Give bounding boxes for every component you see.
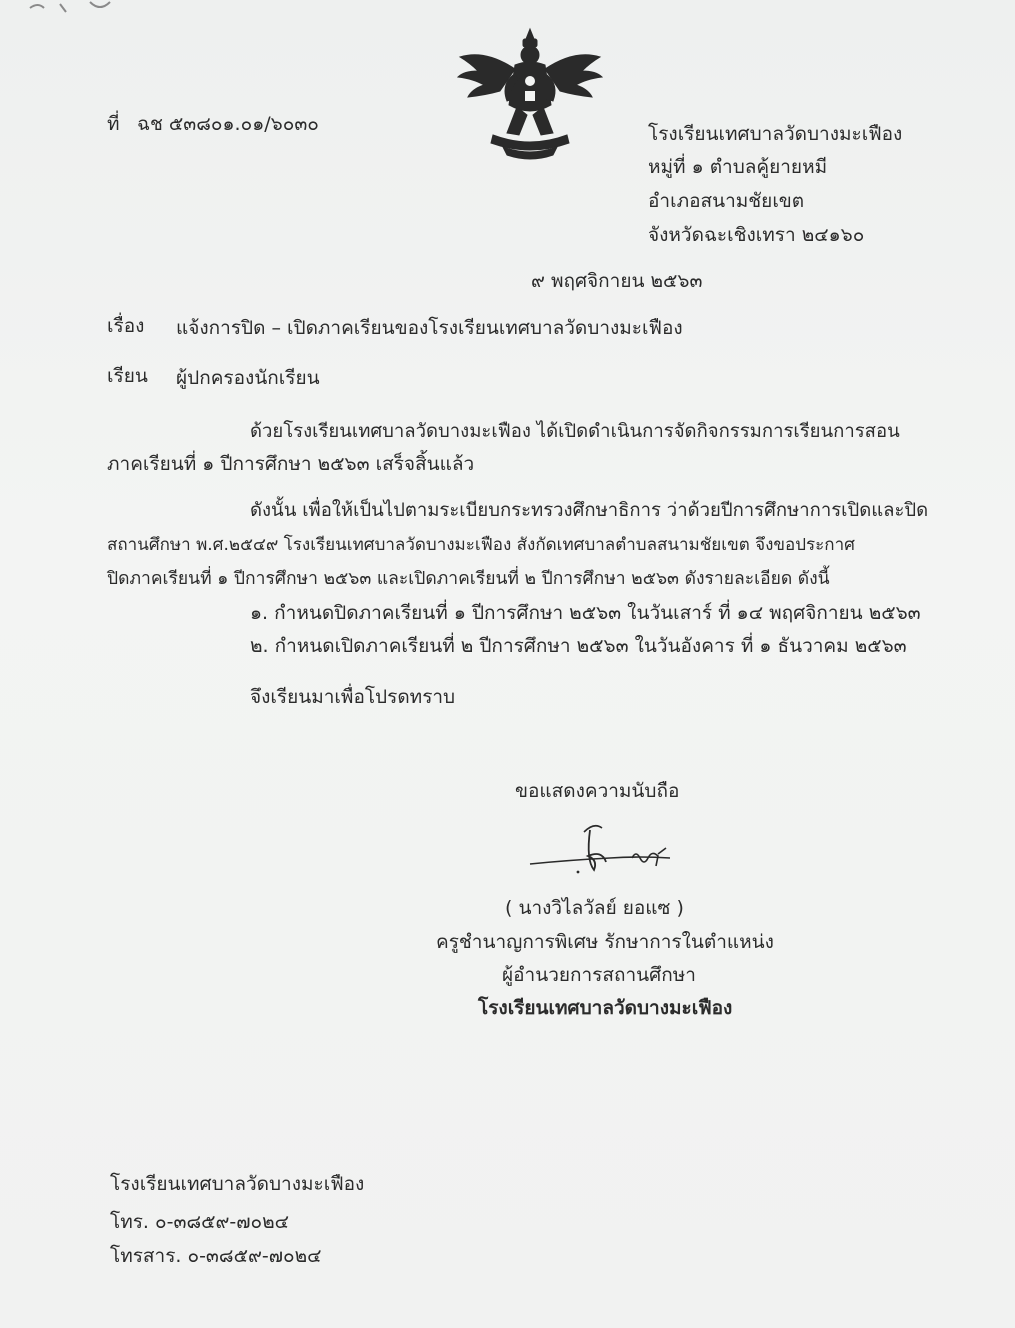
body-item-2: ๒. กำหนดเปิดภาคเรียนที่ ๒ ปีการศึกษา ๒๕๖๓ ในวันอังคาร ที่ ๑ ธันวาคม ๒๕๖๓ bbox=[250, 635, 907, 657]
sender-address-line3: จังหวัดฉะเชิงเทรา ๒๔๑๖๐ bbox=[648, 224, 865, 246]
signer-school: โรงเรียนเทศบาลวัดบางมะเฟือง bbox=[478, 997, 733, 1019]
signer-position-2: ผู้อำนวยการสถานศึกษา bbox=[502, 964, 696, 986]
sender-address-line2: อำเภอสนามชัยเขต bbox=[648, 190, 805, 212]
recipient-text: ผู้ปกครองนักเรียน bbox=[176, 367, 320, 389]
body-closing-line: จึงเรียนมาเพื่อโปรดทราบ bbox=[250, 686, 456, 708]
sender-address-line1: หมู่ที่ ๑ ตำบลคู้ยายหมี bbox=[648, 156, 828, 178]
garuda-emblem bbox=[455, 25, 605, 165]
reference-number: ฉช ๕๓๘๐๑.๐๑/๖๐๓๐ bbox=[137, 113, 319, 135]
body-para2-line2: สถานศึกษา พ.ศ.๒๕๔๙ โรงเรียนเทศบาลวัดบางมะเฟือง สังกัดเทศบาลตำบลสนามชัยเขต จึงขอประกาศ bbox=[107, 535, 855, 555]
sender-name: โรงเรียนเทศบาลวัดบางมะเฟือง bbox=[648, 123, 903, 145]
subject-label: เรื่อง bbox=[107, 315, 145, 337]
handwritten-signature bbox=[520, 820, 700, 880]
body-para1-line1: ด้วยโรงเรียนเทศบาลวัดบางมะเฟือง ได้เปิดดำเนินการจัดกิจกรรมการเรียนการสอน bbox=[250, 421, 900, 442]
signer-name: ( นางวิไลวัลย์ ยอแซ ) bbox=[505, 897, 684, 919]
reference-label: ที่ bbox=[107, 113, 120, 135]
letter-date: ๙ พฤศจิกายน ๒๕๖๓ bbox=[531, 270, 703, 292]
handwritten-corner-mark bbox=[0, 0, 140, 14]
footer-fax: โทรสาร. ๐-๓๘๕๙-๗๐๒๔ bbox=[110, 1245, 322, 1267]
body-item-1: ๑. กำหนดปิดภาคเรียนที่ ๑ ปีการศึกษา ๒๕๖๓ ในวันเสาร์ ที่ ๑๔ พฤศจิกายน ๒๕๖๓ bbox=[250, 602, 921, 624]
footer-school: โรงเรียนเทศบาลวัดบางมะเฟือง bbox=[110, 1173, 365, 1195]
footer-phone: โทร. ๐-๓๘๕๙-๗๐๒๔ bbox=[110, 1211, 290, 1233]
body-para2-line3: ปิดภาคเรียนที่ ๑ ปีการศึกษา ๒๕๖๓ และเปิดภาคเรียนที่ ๒ ปีการศึกษา ๒๕๖๓ ดังรายละเอียด ดังนี้ bbox=[107, 569, 830, 589]
salutation: ขอแสดงความนับถือ bbox=[515, 780, 680, 802]
signer-position-1: ครูชำนาญการพิเศษ รักษาการในตำแหน่ง bbox=[436, 931, 774, 953]
recipient-label: เรียน bbox=[107, 365, 148, 387]
subject-text: แจ้งการปิด – เปิดภาคเรียนของโรงเรียนเทศบาลวัดบางมะเฟือง bbox=[176, 317, 683, 339]
body-para2-line1: ดังนั้น เพื่อให้เป็นไปตามระเบียบกระทรวงศึกษาธิการ ว่าด้วยปีการศึกษาการเปิดและปิด bbox=[250, 500, 929, 521]
body-para1-line2: ภาคเรียนที่ ๑ ปีการศึกษา ๒๕๖๓ เสร็จสิ้นแล้ว bbox=[107, 453, 475, 475]
